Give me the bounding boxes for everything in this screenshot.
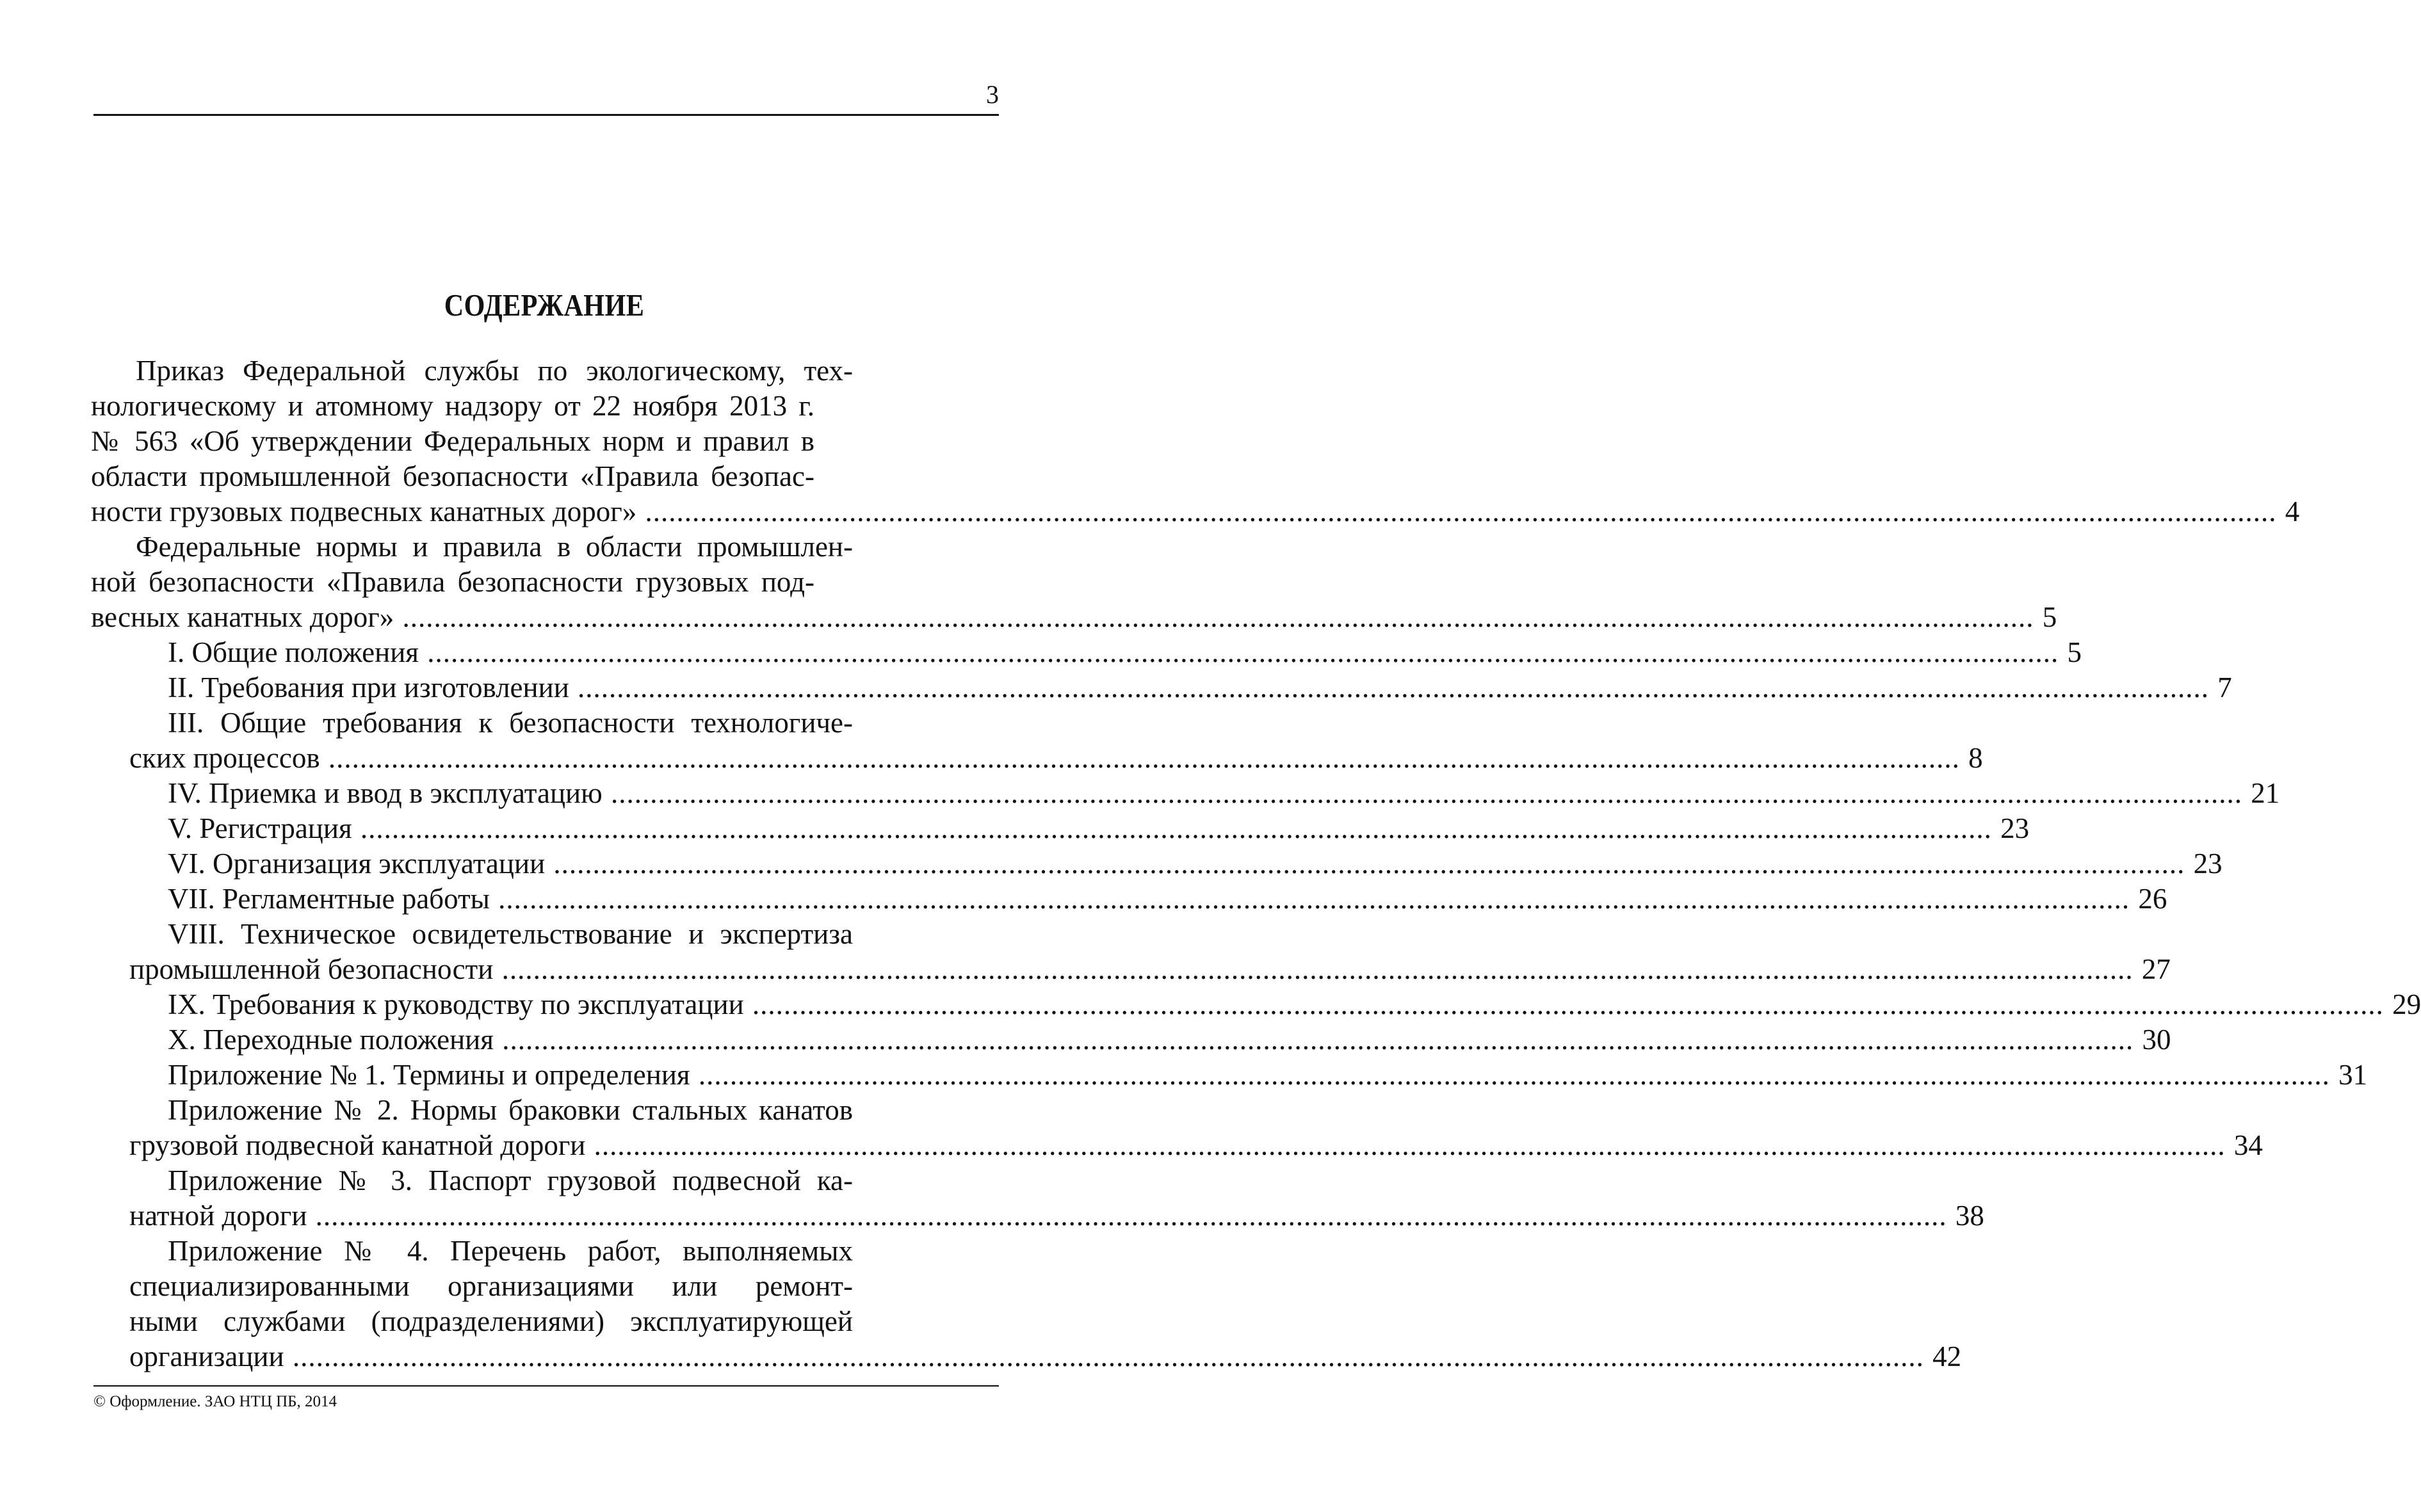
toc-leader-dots (594, 1129, 2226, 1161)
toc-page-number: 42 (1932, 1340, 1962, 1372)
toc-entry-section-6[interactable] (129, 846, 2223, 881)
toc-page-number: 21 (2251, 777, 2280, 809)
toc-entry-line: VIII. Техническое освидетельствование и экспертиза (168, 918, 853, 950)
toc-entry-text: VI. Организация эксплуатации (168, 848, 546, 880)
toc-entry-section-5[interactable] (129, 811, 2030, 846)
toc-entry-section-8[interactable] (129, 917, 2171, 987)
copyright-note: © Оформление. ЗАО НТЦ ПБ, 2014 (93, 1393, 337, 1410)
toc-entry-appendix-4[interactable] (129, 1234, 1962, 1374)
toc-page-number: 23 (2193, 848, 2223, 880)
toc-page-number: 27 (2141, 953, 2171, 985)
toc-entry-line: Приложение № 4. Перечень работ, выполняемых (168, 1235, 853, 1267)
toc-leader-dots (699, 1059, 2330, 1091)
toc-entry-text: VII. Регламентные работы (168, 883, 490, 915)
toc-entry-section-1[interactable] (129, 635, 2082, 670)
toc-leader-dots (360, 812, 1992, 844)
toc-page-number: 5 (2042, 601, 2057, 633)
toc-leader-dots (328, 742, 1960, 774)
toc-entry-section-4[interactable] (129, 776, 2280, 811)
toc-entry-line: ной безопасности «Правила безопасности грузовых под- (91, 566, 814, 598)
toc-entry-text: промышленной безопасности (129, 953, 494, 985)
toc-page-number: 23 (2000, 812, 2030, 844)
header-rule (93, 114, 999, 116)
toc-leader-dots (645, 495, 2276, 527)
toc-leader-dots (752, 988, 2384, 1020)
toc-entry-text: весных канатных дорог» (91, 601, 394, 633)
toc-page-number: 8 (1968, 742, 1983, 774)
page-number: 3 (986, 80, 999, 109)
toc-entry-line: области промышленной безопасности «Правила безопас- (91, 460, 814, 492)
toc-leader-dots (502, 1024, 2134, 1056)
toc-entry-text: I. Общие положения (168, 636, 419, 668)
toc-leader-dots (611, 777, 2242, 809)
toc-leader-dots (403, 601, 2034, 633)
toc-page-number: 34 (2233, 1129, 2263, 1161)
toc-entry-section-3[interactable] (129, 705, 1983, 776)
toc-entry-line: Приложение № 3. Паспорт грузовой подвесной ка- (168, 1164, 853, 1196)
toc-entry-section-9[interactable] (129, 987, 2421, 1022)
toc-entry-line: Приказ Федеральной службы по экологическому, тех- (136, 355, 853, 387)
toc-page-number: 31 (2338, 1059, 2368, 1091)
toc-entry-order[interactable] (91, 353, 2300, 529)
toc-page-number: 38 (1955, 1200, 1984, 1232)
toc-entry-text: IV. Приемка и ввод в эксплуатацию (168, 777, 603, 809)
toc-entry-text: ских процессов (129, 742, 320, 774)
toc-entry-text: грузовой подвесной канатной дороги (129, 1129, 586, 1161)
toc-page-number: 7 (2217, 672, 2232, 704)
toc-page-number: 30 (2142, 1024, 2171, 1056)
toc-page-number: 4 (2285, 495, 2300, 527)
toc-entry-line: специализированными организациями или ремонт- (129, 1270, 853, 1302)
toc-entry-section-10[interactable] (129, 1022, 2171, 1058)
toc-entry-text: IX. Требования к руководству по эксплуатации (168, 988, 744, 1020)
toc-entry-appendix-2[interactable] (129, 1093, 2263, 1163)
toc-entry-text: организации (129, 1340, 284, 1372)
toc-entry-line: III. Общие требования к безопасности технологиче- (168, 707, 853, 739)
toc-leader-dots (427, 636, 2059, 668)
toc-entry-text: V. Регистрация (168, 812, 352, 844)
toc-entry-text: натной дороги (129, 1200, 307, 1232)
toc-page-number: 29 (2392, 988, 2421, 1020)
toc-entry-text: Приложение № 1. Термины и определения (168, 1059, 690, 1091)
toc-entry-text: ности грузовых подвесных канатных дорог» (91, 495, 637, 527)
toc-entry-line: Федеральные нормы и правила в области промышлен- (136, 531, 853, 563)
toc-entry-line: ными службами (подразделениями) эксплуатирующей (129, 1305, 853, 1337)
toc-entry-line: № 563 «Об утверждении Федеральных норм и правил в (91, 425, 814, 457)
toc-leader-dots (316, 1200, 1947, 1232)
toc-leader-dots (293, 1340, 1924, 1372)
toc-page-number: 26 (2138, 883, 2167, 915)
toc-entry-appendix-3[interactable] (129, 1163, 1984, 1234)
toc-page-number: 5 (2067, 636, 2082, 668)
toc-title: СОДЕРЖАНИЕ (444, 287, 645, 323)
toc-leader-dots (553, 848, 2185, 880)
toc-entry-line: нологическому и атомному надзору от 22 ноября 2013 г. (91, 390, 814, 422)
toc-entry-section-2[interactable] (129, 670, 2232, 705)
footer-rule (93, 1385, 999, 1387)
toc-entry-text: X. Переходные положения (168, 1024, 494, 1056)
toc-entry-appendix-1[interactable] (129, 1058, 2368, 1093)
toc-entry-text: II. Требования при изготовлении (168, 672, 569, 704)
toc-leader-dots (502, 953, 2134, 985)
toc-leader-dots (498, 883, 2130, 915)
toc-leader-dots (578, 672, 2209, 704)
table-of-contents (91, 353, 2421, 1374)
toc-entry-rules[interactable] (91, 529, 2057, 635)
toc-entry-section-7[interactable] (129, 881, 2167, 917)
toc-entry-line: Приложение № 2. Нормы браковки стальных канатов (168, 1094, 853, 1126)
